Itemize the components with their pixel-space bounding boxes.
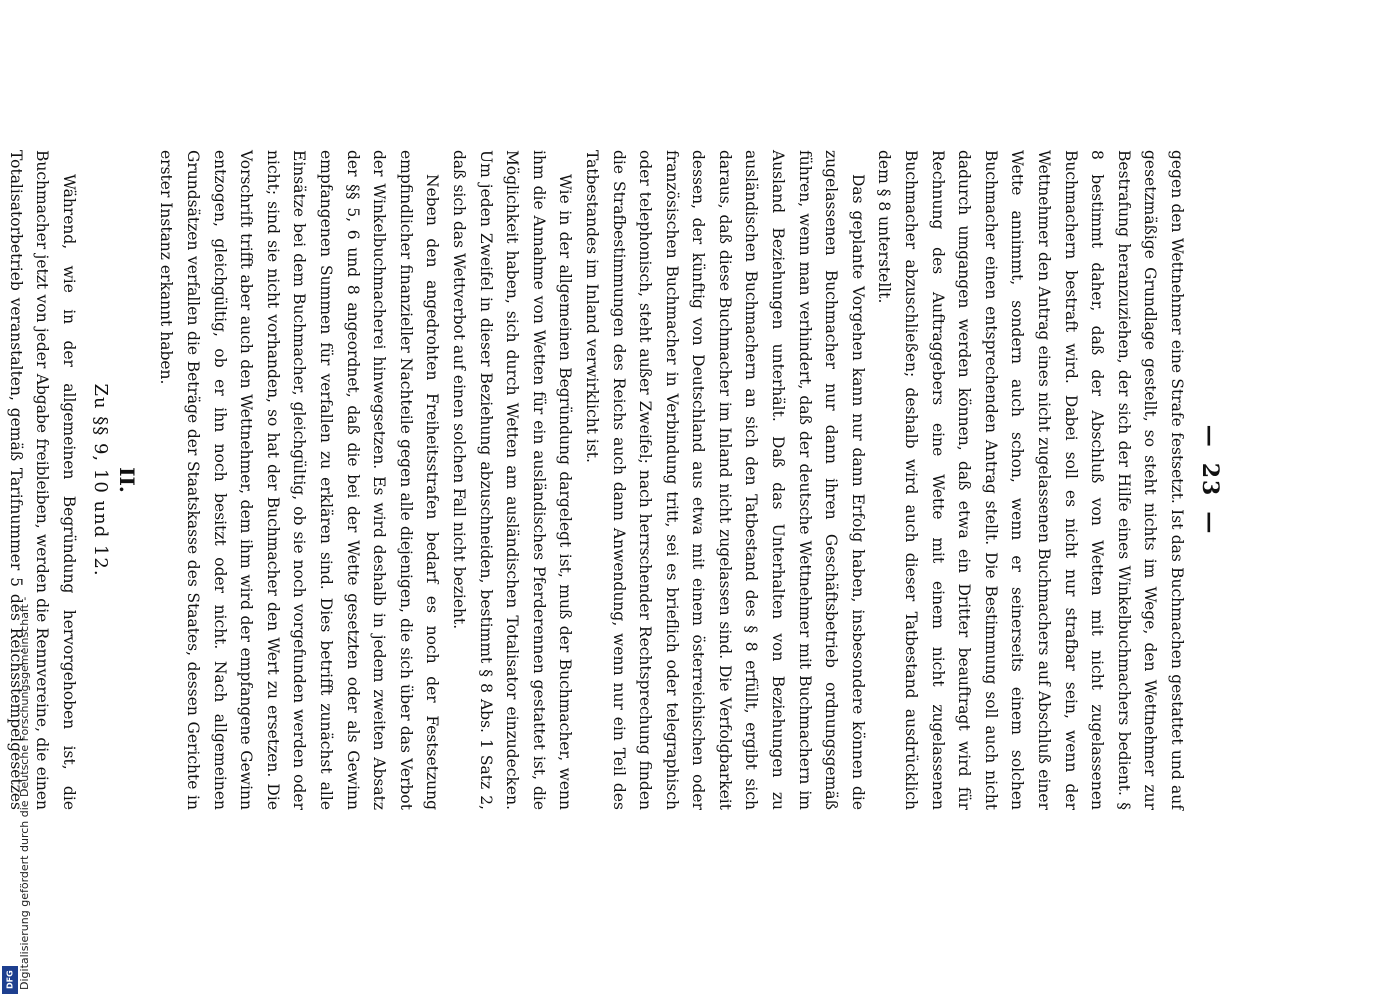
body-text (153, 150, 1190, 810)
header-dash-right: — (1197, 511, 1223, 536)
funding-credit: Digitalisierung gefördert durch die Deutsche Forschungsgemeinschaft - (18, 596, 31, 990)
page-header (1190, 150, 1230, 810)
section-number: II. (114, 467, 139, 493)
paragraph-5: Während, wie in der allgemeinen Begründung hervorgehoben ist, die Buchmacher jetzt von jeder Abgabe freibleiben, werden die Rennvereine, die einen Totalisatorbetrieb veranstalten, gemäß Tarifnummer 5 des Reichsstempelgesetzes (6, 150, 78, 810)
paragraph-2: Das geplante Vorgehen kann nur dann Erfolg haben, insbesondere können die zugelassenen Buchmacher nur dann ihren Geschäftsbetrieb ordnungsgemäß führen, wenn man verhindert, daß der deutsche Wettnehmer mit Buchmachern im Ausland Beziehungen unterhält. Daß das Unterhalten von Beziehungen zu ausländischen Buchmachern an sich den Tatbestand des § 8 erfüllt, ergibt sich daraus, daß diese Buchmacher im Inland nicht zugelassen sind. Die Verfolgbarkeit dessen, der künftig von Deutschland aus etwa mit einem österreichischen oder französischen Buchmacher in Verbindung tritt, sei es brieflich oder telegraphisch oder telephonisch, steht außer Zweifel; nach herrschender Rechtsprechung finden die Strafbestimmungen des Reichs auch dann Anwendung, wenn nur ein Teil des Tatbestandes im Inland verwirklicht ist. (582, 150, 867, 810)
dfg-logo: DFG (2, 966, 18, 994)
paragraph-3: Wie in der allgemeinen Begründung dargelegt ist, muß der Buchmacher, wenn ihm die Annahme von Wetten für ein ausländisches Pferderennen gestattet ist, die Möglichkeit haben, sich durch Wetten am ausländischen Totalisator einzudecken. Um jeden Zweifel in dieser Beziehung abzuschneiden, bestimmt § 8 Abs. 1 Satz 2, daß sich das Wettverbot auf einen solchen Fall nicht bezieht. (449, 150, 575, 810)
section-title: Zu §§ 9, 10 und 12. (89, 383, 111, 577)
header-dash-left: — (1197, 424, 1223, 449)
page-number: 23 (1197, 462, 1223, 498)
paragraph-4: Neben den angedrohten Freiheitsstrafen bedarf es noch der Festsetzung empfindlicher finanzieller Nachteile gegen alle diejenigen, die sich über das Verbot der Winkelbuchmacherei hinwegsetzen. Es wird deshalb in jedem zweiten Absatz der §§ 5, 6 und 8 angeordnet, daß die bei der Wette gesetzten oder als Gewinn empfangenen Summen für verfallen zu erklären sind. Dies betrifft zunächst alle Einsätze bei dem Buchmacher, gleichgültig, ob sie noch vorgefunden werden oder nicht; sind sie nicht vorhanden, so hat der Buchmacher den Wert zu ersetzen. Die Vorschrift trifft aber auch den Wettnehmer, dem ihm wird der empfangene Gewinn entzogen, gleichgültig, ob er ihn noch besitzt oder nicht. Nach allgemeinen Grundsätzen verfallen die Beträge der Staatskasse des Staates, dessen Gerichte in erster Instanz erkannt haben. (157, 150, 442, 810)
paragraph-1: gegen den Wettnehmer eine Strafe festsetzt. Ist das Buchmachen gestattet und auf gesetzmäßige Grundlage gestellt, so steht nichts im Wege, den Wettnehmer zur Bestrafung heranzuziehen, der sich der Hilfe eines Winkelbuchmachers bedient. § 8 bestimmt daher, daß der Abschluß von Wetten mit nicht zugelassenen Buchmachern bestraft wird. Dabei soll es nicht nur strafbar sein, wenn der Wettnehmer den Antrag eines nicht zugelassenen Buchmachers auf Abschluß einer Wette annimmt, sondern auch schon, wenn er seinerseits einem solchen Buchmacher einen entsprechenden Antrag stellt. Die Bestimmung soll auch nicht dadurch umgangen werden können, daß etwa ein Dritter beauftragt wird für Rechnung des Auftraggebers eine Wette mit einem nicht zugelassenen Buchmacher abzuschließen; deshalb wird auch dieser Tatbestand ausdrücklich dem § 8 unterstellt. (875, 150, 1186, 810)
section-body (0, 150, 82, 810)
